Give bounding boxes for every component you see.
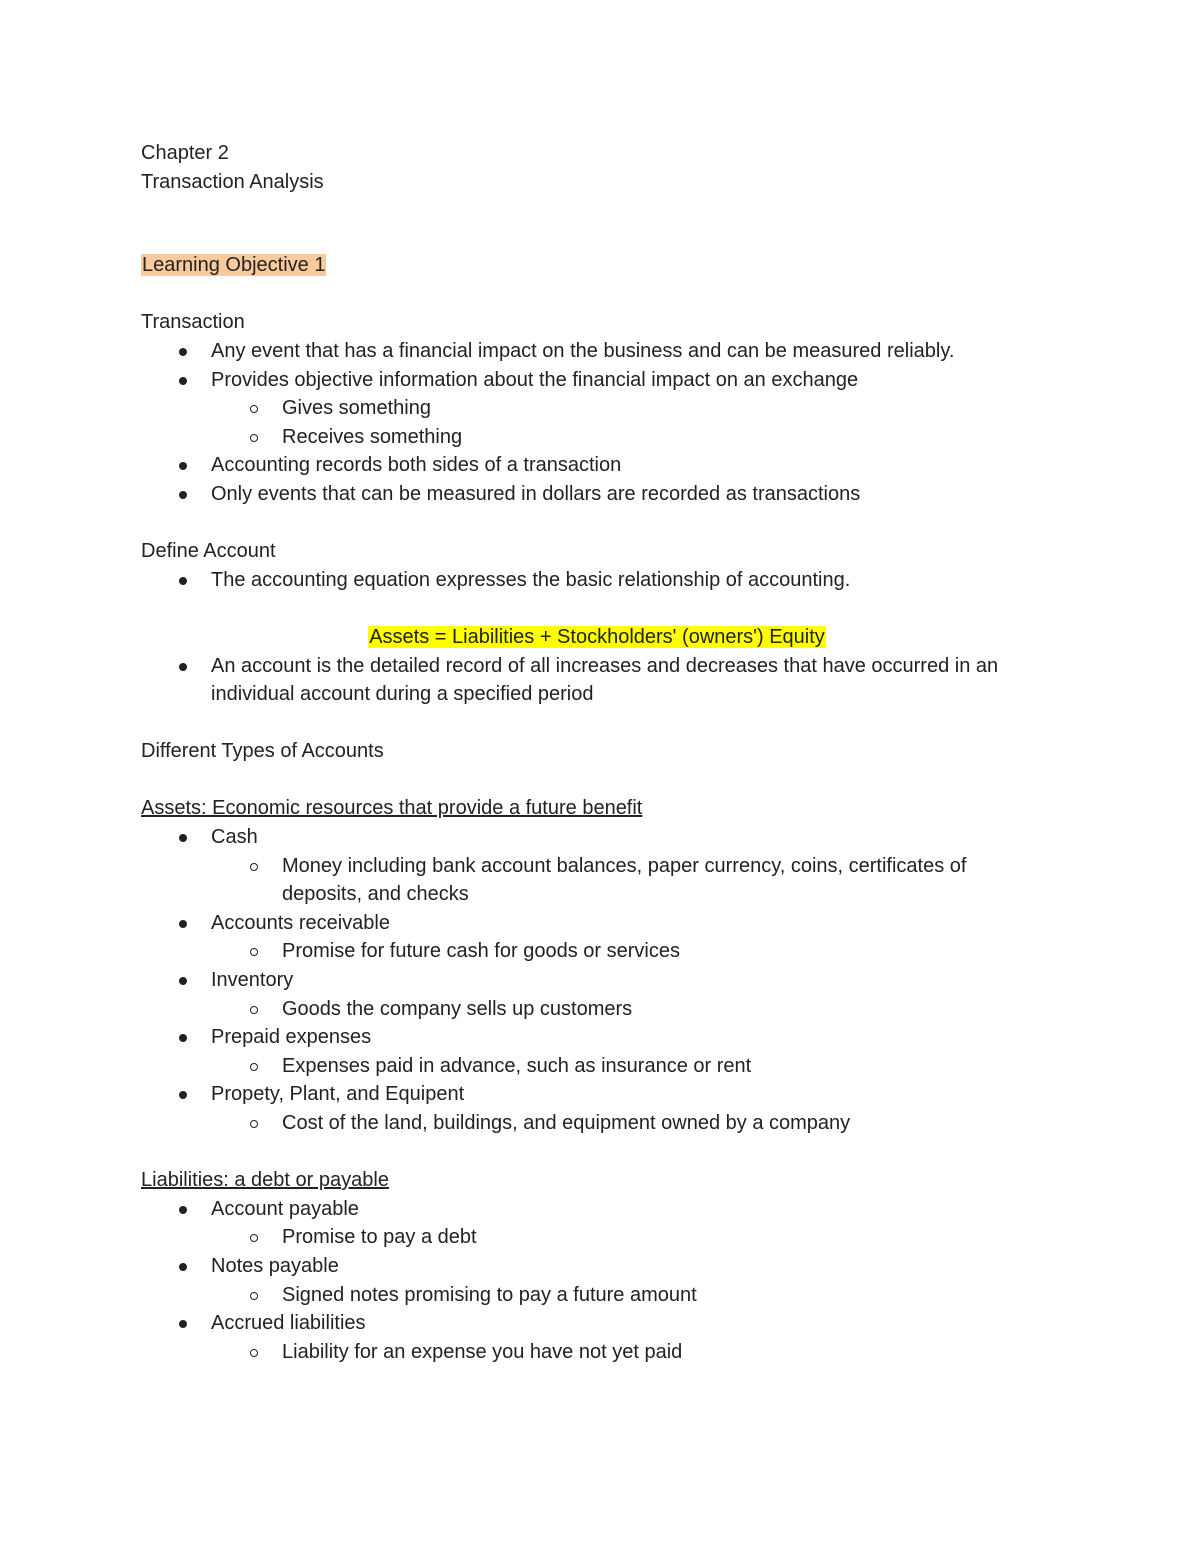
define-account-list [141,566,1041,595]
list-item-text: Provides objective information about the financial impact on an exchange [211,368,859,391]
sub-list-item [211,1052,1041,1081]
sub-list-item-text: Promise to pay a debt [282,1226,477,1249]
list-item-text: Cash [211,826,258,849]
sub-list-item-text: Promise for future cash for goods or services [282,940,680,963]
sub-list [211,1338,1041,1367]
circle-bullet-icon [250,1349,258,1357]
sub-list-item [211,394,1041,423]
assets-list [141,823,1041,1138]
sub-list [211,1223,1041,1252]
bullet-icon [179,1034,187,1042]
sub-list-item [211,1281,1041,1310]
bullet-icon [179,1263,187,1271]
list-item-text: The accounting equation expresses the basic relationship of accounting. [211,568,851,591]
list-item [141,366,1041,452]
liabilities-list [141,1195,1041,1367]
circle-bullet-icon [250,1006,258,1014]
spacer [141,766,1041,795]
sub-list-item-text: Receives something [282,425,463,448]
list-item-text: An account is the detailed record of all increases and decreases that have occurred in an individual account during a specified period [211,654,999,706]
list-item [141,1023,1041,1080]
circle-bullet-icon [250,405,258,413]
list-item-text: Any event that has a financial impact on the business and can be measured reliably. [211,339,955,362]
circle-bullet-icon [250,434,258,442]
list-item-text: Inventory [211,969,294,992]
sub-list-item-text: Gives something [282,397,431,420]
list-item [141,566,1041,595]
list-item [141,966,1041,1023]
sub-list-item [211,937,1041,966]
spacer [141,196,1041,251]
sub-list-item-text: Goods the company sells up customers [282,997,633,1020]
list-item [141,1195,1041,1252]
sub-list-item [211,1109,1041,1138]
sub-list [211,852,1041,909]
sub-list-item-text: Liability for an expense you have not yet paid [282,1340,683,1363]
bullet-icon [179,1091,187,1099]
bullet-icon [179,491,187,499]
list-item [141,823,1041,909]
bullet-icon [179,377,187,385]
circle-bullet-icon [250,1120,258,1128]
sub-list-item [211,423,1041,452]
define-account-list-2 [141,652,1041,709]
liabilities-heading: Liabilities: a debt or payable [141,1169,389,1192]
circle-bullet-icon [250,1063,258,1071]
sub-list-item-text: Expenses paid in advance, such as insurance or rent [282,1054,752,1077]
define-account-heading: Define Account [141,540,276,563]
types-heading: Different Types of Accounts [141,740,384,763]
list-item-text: Propety, Plant, and Equipent [211,1083,465,1106]
transaction-heading: Transaction [141,311,245,334]
bullet-icon [179,348,187,356]
sub-list-item [211,1338,1041,1367]
bullet-icon [179,663,187,671]
sub-list [211,1281,1041,1310]
sub-list [211,394,1041,451]
spacer [141,1138,1041,1167]
bullet-icon [179,1320,187,1328]
circle-bullet-icon [250,1234,258,1242]
chapter-title: Transaction Analysis [141,170,324,193]
bullet-icon [179,920,187,928]
sub-list-item [211,995,1041,1024]
list-item-text: Prepaid expenses [211,1026,372,1049]
accounting-equation-text: Assets = Liabilities + Stockholders' (owners') Equity [369,625,825,648]
sub-list [211,937,1041,966]
list-item [141,451,1041,480]
sub-list [211,1109,1041,1138]
transaction-list [141,337,1041,509]
list-item [141,652,1041,709]
sub-list-item-text: Signed notes promising to pay a future amount [282,1283,697,1306]
spacer [141,509,1041,538]
document-page [141,139,1041,1366]
list-item-text: Accrued liabilities [211,1312,366,1335]
accounting-equation [141,623,1053,652]
list-item-text: Only events that can be measured in dollars are recorded as transactions [211,482,861,505]
circle-bullet-icon [250,1292,258,1300]
sub-list-item-text: Money including bank account balances, paper currency, coins, certificates of deposits, and checks [282,854,967,906]
learning-objective [141,251,1041,280]
spacer [141,594,1041,623]
bullet-icon [179,977,187,985]
list-item-text: Account payable [211,1197,359,1220]
list-item-text: Accounting records both sides of a transaction [211,454,622,477]
bullet-icon [179,577,187,585]
sub-list-item [211,1223,1041,1252]
list-item [141,337,1041,366]
list-item [141,480,1041,509]
bullet-icon [179,834,187,842]
list-item [141,909,1041,966]
spacer [141,709,1041,738]
sub-list [211,995,1041,1024]
chapter-label: Chapter 2 [141,142,229,164]
sub-list-item [211,852,1041,909]
sub-list [211,1052,1041,1081]
list-item [141,1080,1041,1137]
sub-list-item-text: Cost of the land, buildings, and equipment owned by a company [282,1112,851,1134]
list-item [141,1252,1041,1309]
list-item-text: Notes payable [211,1254,339,1277]
bullet-icon [179,462,187,470]
spacer [141,280,1041,309]
learning-objective-label: Learning Objective 1 [142,254,326,277]
assets-heading: Assets: Economic resources that provide a future benefit [141,797,643,820]
list-item [141,1309,1041,1366]
bullet-icon [179,1206,187,1214]
circle-bullet-icon [250,948,258,956]
list-item-text: Accounts receivable [211,911,390,934]
circle-bullet-icon [250,863,258,871]
